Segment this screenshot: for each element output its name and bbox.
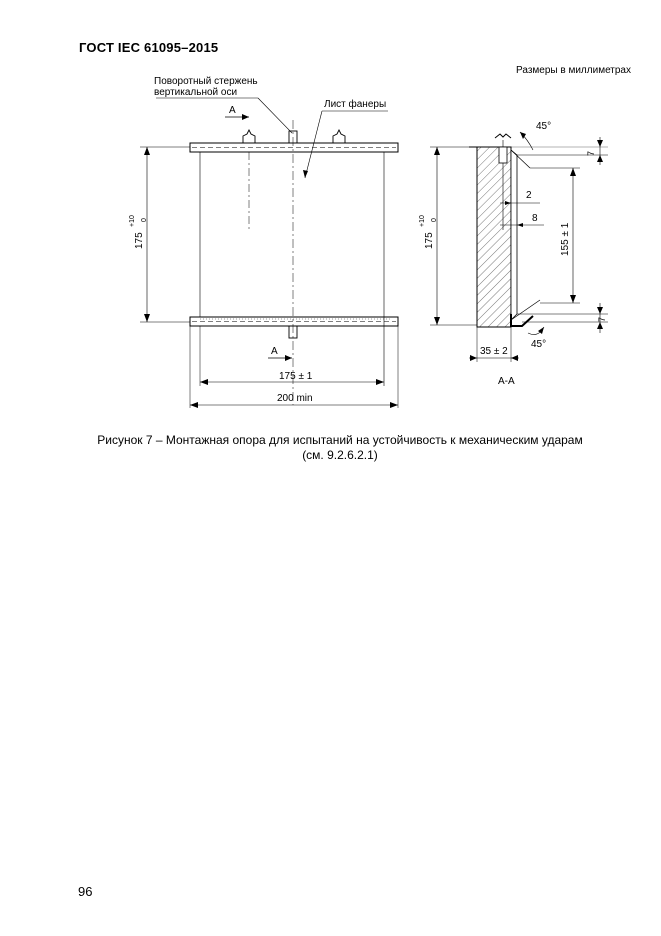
pivot-rod-label-line2: вертикальной оси (154, 87, 238, 98)
plywood-label: Лист фанеры (324, 99, 387, 110)
mounting-support-drawing (0, 0, 661, 420)
angle-top-label: 45° (536, 121, 552, 132)
dim-7-bottom-label: 7 (597, 316, 607, 322)
section-height-tol-plus: +10 (419, 215, 426, 227)
section-height-tol-minus: 0 (431, 218, 438, 222)
dim-155-label: 155 ± 1 (560, 222, 571, 256)
section-view (419, 121, 608, 387)
dim-8-label: 8 (532, 213, 538, 224)
section-wing-nut (495, 134, 511, 138)
front-height-tol-plus: +10 (129, 215, 136, 227)
angle-plate (511, 150, 517, 320)
dim-7-top-label: 7 (586, 150, 596, 156)
front-view (129, 76, 398, 408)
section-title: A-A (498, 376, 515, 387)
figure-caption (60, 433, 620, 463)
pivot-rod-label-line1: Поворотный стержень (154, 76, 258, 87)
caption-line-1: Рисунок 7 – Монтажная опора для испытаний на устойчивость к механическим ударам (97, 433, 583, 447)
bottom-rail (190, 317, 398, 326)
wing-nut-left (243, 130, 255, 143)
document-header: ГОСТ IEC 61095–2015 (79, 40, 219, 55)
caption-line-2: (см. 9.2.6.2.1) (302, 448, 378, 462)
front-height-tol-minus: 0 (141, 218, 148, 222)
top-rail (190, 143, 398, 152)
dim-35-label: 35 ± 2 (480, 346, 508, 357)
units-note: Размеры в миллиметрах (516, 65, 631, 76)
section-height-label: 175 (424, 232, 435, 249)
dim-2-label: 2 (526, 190, 532, 201)
wing-nut-right (333, 130, 345, 143)
section-marker-top: A (229, 105, 236, 116)
width-200-label: 200 min (277, 393, 313, 404)
angle-bottom-label: 45° (531, 339, 547, 350)
section-body (477, 147, 511, 327)
front-height-label: 175 (134, 232, 145, 249)
width-175-label: 175 ± 1 (279, 371, 313, 382)
section-marker-bottom: A (271, 346, 278, 357)
page-number: 96 (78, 884, 93, 899)
